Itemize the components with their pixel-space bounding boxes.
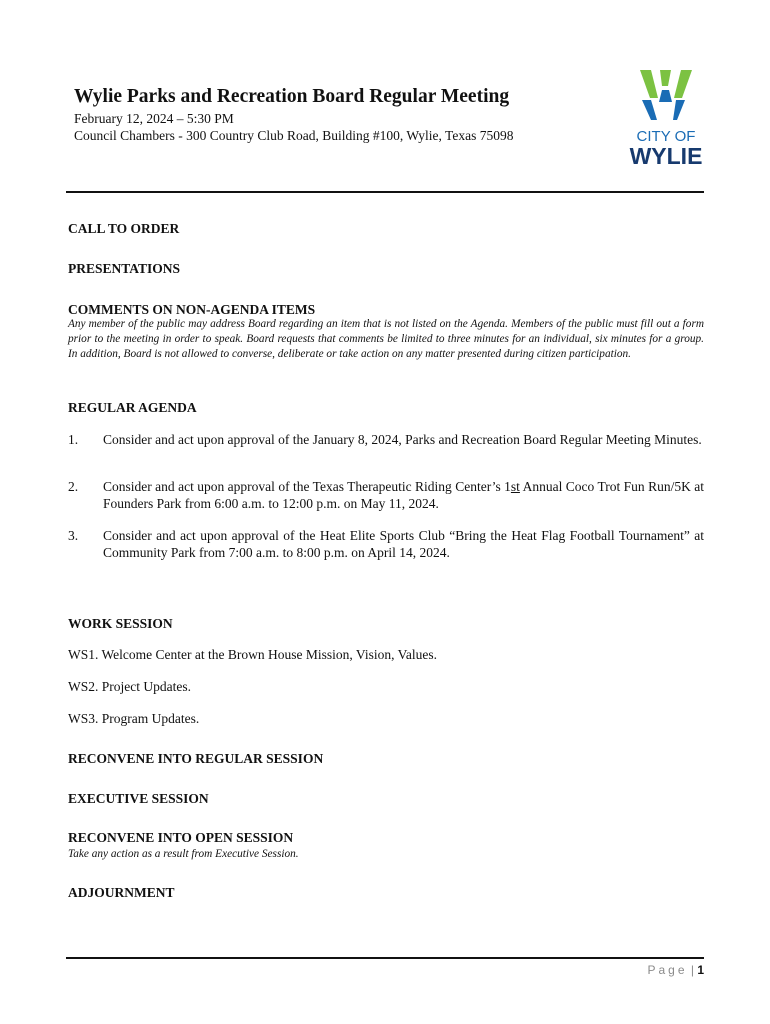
page-label: Page — [647, 963, 688, 977]
agenda-item-2-text-before: Consider and act upon approval of the Texas Therapeutic Riding Center’s 1 — [103, 479, 511, 494]
agenda-item-3-text: Consider and act upon approval of the Heat Elite Sports Club “Bring the Heat Flag Football Tournament” at Community Park from 7:00 a.m. to 8:00 p.m. on April 14, 2024. — [103, 528, 704, 560]
call-to-order-heading: CALL TO ORDER — [68, 221, 180, 236]
agenda-item-1-text: Consider and act upon approval of the January 8, 2024, Parks and Recreation Board Regular Meeting Minutes. — [103, 432, 702, 447]
comments-heading: COMMENTS ON NON-AGENDA ITEMS — [68, 302, 316, 317]
wylie-w-logo-icon — [624, 68, 708, 170]
agenda-item-2-ordinal: st — [510, 479, 520, 494]
reconvene-regular-heading: RECONVENE INTO REGULAR SESSION — [68, 751, 324, 766]
logo-line1: CITY OF — [636, 128, 696, 145]
page-number: 1 — [697, 963, 704, 977]
work-session-item-3: WS3. Program Updates. — [68, 711, 200, 726]
work-session-heading: WORK SESSION — [68, 616, 173, 631]
page-footer — [617, 963, 704, 977]
agenda-item-2-number: 2. — [68, 479, 79, 494]
reconvene-open-note: Take any action as a result from Executive Session. — [68, 848, 299, 860]
meeting-date-time: February 12, 2024 – 5:30 PM — [74, 111, 234, 126]
work-session-item-1: WS1. Welcome Center at the Brown House Mission, Vision, Values. — [68, 647, 437, 662]
agenda-item-3-number: 3. — [68, 528, 79, 543]
comments-note: Any member of the public may address Board regarding an item that is not listed on the Agenda. Members of the public must fill out a form prior to the meeting in order to speak. Board requests that comments be limited to three minutes for an individual, six minutes for a group. In addition, Board is not allowed to converse, deliberate or take action on any matter presented during citizen participation. — [68, 318, 704, 360]
agenda-item-1-number: 1. — [68, 432, 79, 447]
city-of-wylie-logo — [624, 68, 708, 170]
work-session-item-2: WS2. Project Updates. — [68, 679, 191, 694]
executive-session-heading: EXECUTIVE SESSION — [68, 791, 209, 806]
logo-line2: WYLIE — [629, 143, 703, 169]
footer-divider — [66, 957, 704, 959]
reconvene-open-heading: RECONVENE INTO OPEN SESSION — [68, 830, 294, 845]
meeting-title: Wylie Parks and Recreation Board Regular Meeting — [74, 86, 510, 107]
page-separator: | — [690, 963, 694, 977]
agenda-item-2-text — [103, 479, 704, 512]
presentations-heading: PRESENTATIONS — [68, 261, 181, 276]
regular-agenda-heading: REGULAR AGENDA — [68, 400, 197, 415]
header-divider — [66, 191, 704, 193]
agenda-item-2-text-after: Annual Coco Trot Fun Run/5K at Founders Park from 6:00 a.m. to 12:00 p.m. on May 11, 2024. — [103, 479, 705, 511]
meeting-location: Council Chambers - 300 Country Club Road, Building #100, Wylie, Texas 75098 — [74, 128, 514, 143]
adjournment-heading: ADJOURNMENT — [68, 885, 175, 900]
